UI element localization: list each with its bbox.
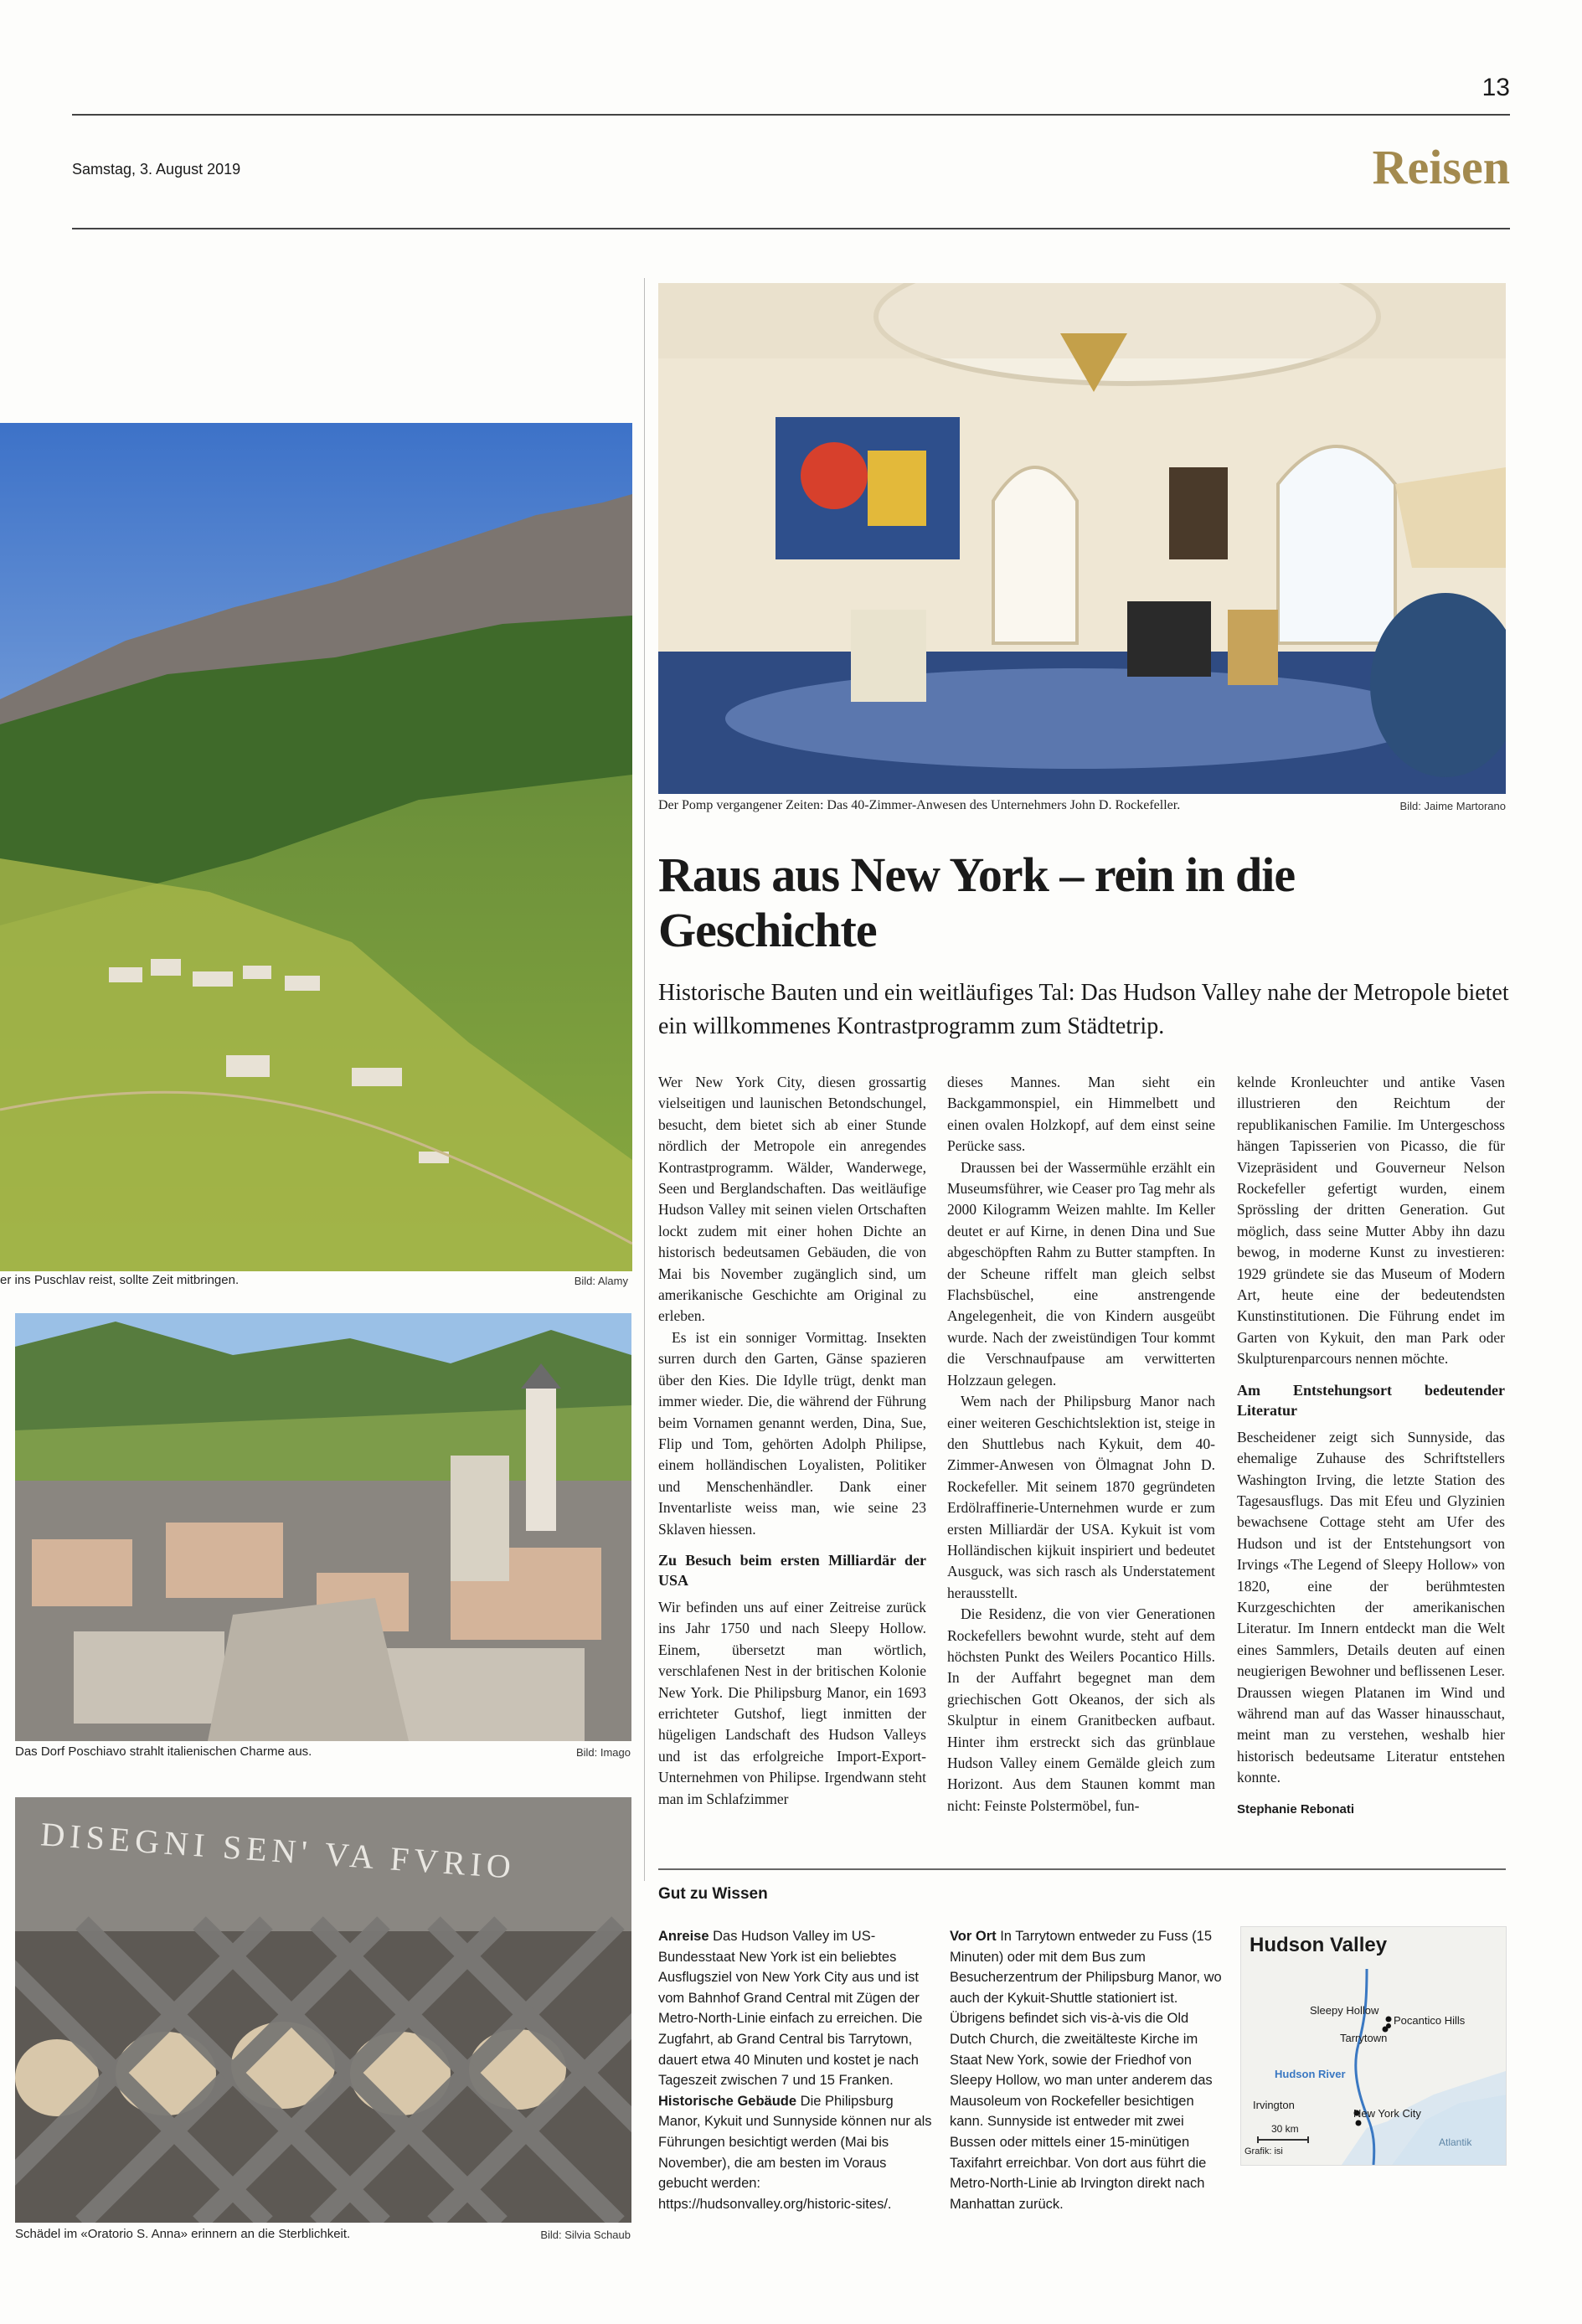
paragraph: Wir befinden uns auf einer Zeitreise zurück ins Jahr 1750 und nach Sleepy Hollow. Einem, übersetzt man wörtlich, verschlafenen Nest in der britischen Kolonie New York. Die Philipsburg Manor, ein 1693 errichteter Gutshof, liegt inmitten der hügeligen Landschaft des Hudson Valleys und ist das erfolgreiche Import-Export-Unternehmen von Philipse. Irgendwann steht man im Schlafzimmer bbox=[658, 1598, 926, 1807]
anreise-text: Das Hudson Valley im US-Bundesstaat New York ist ein beliebtes Ausflugsziel von New York City aus und ist vom Bahnhof Grand Central mit Zügen der Metro-North-Linie einfach zu erreichen. Die Zugfahrt, ab Grand Central bis Tarrytown, dauert etwa 40 Minuten und kostet je nach Tageszeit zwischen 7 und 15 Franken. bbox=[658, 1929, 923, 2089]
skulls-photo bbox=[15, 1797, 631, 2223]
subheading: Zu Besuch beim ersten Milliardär der USA bbox=[658, 1551, 926, 1589]
valley-illustration bbox=[0, 423, 632, 1271]
paragraph: Wer New York City, diesen grossartig vielseitigen und launischen Betondschungel, besucht, dem bietet sich ab einer Stunde nördlich der Metropole ein anregendes Kontrastprogramm. Wälder, Wanderwege, Seen und Berglandschaften. Das weitläufige Hudson Valley mit seinen vielen Ortschaften lockt zudem mit einer hohen Dichte an historisch bedeutsamen Gebäuden, die von Mai bis November zugänglich sind, um amerikanische Geschichte am Original zu erleben. bbox=[658, 1074, 926, 1325]
skulls-caption: Schädel im «Oratorio S. Anna» erinnern an die Sterblichkeit. bbox=[15, 2227, 351, 2241]
paragraph: Die Residenz, die von vier Generationen Rockefellers bewohnt wurde, steht auf dem höchsten Punkt des Weilers Pocantico Hills. In der Auffahrt begegnet man dem griechischen Gott Okeanos, der sich als Skulptur in einem Granitbecken aufbaut. Hinter ihm erstreckt sich das grünblaue Hudson Valley einem Gemälde gleich zum Horizont. Aus dem Staunen kommt man nicht: Feinste Polstermöbel, fun- bbox=[947, 1605, 1215, 1814]
body-column-1 bbox=[658, 1072, 926, 1810]
paragraph: Draussen bei der Wassermühle erzählt ein Museumsführer, wie Ceaser pro Tag mehr als 2000 Kilogramm Weizen mahlte. Im Keller deutet er auf Kirne, in denen Dina und Sue abgeschöpften Rahm zu Butter stampften. In der Scheune riffelt man gleich selbst Flachsbüschel, eine anstrengende Angelegenheit, die von Kindern ausgeübt wurde. Nach der zweistündigen Tour kommt die Verschnaufpause am verwitterten Holzzaun gelegen. bbox=[947, 1158, 1215, 1389]
paragraph: kelnde Kronleuchter und antike Vasen illustrieren den Reichtum der republikanischen Familie. Im Untergeschoss hängen Tapisserien von Picasso, die für Vizepräsident und Gouverneur Nelson Rockefeller gefertigt wurden, einem Sprössling der dritten Generation. Gut möglich, dass seine Mutter Abby ihn dazu bewog, in moderne Kunst zu investieren: 1929 gründete sie das Museum of Modern Art, heute eine der bedeutendsten Kunstinstitutionen. Die Führung endet im Garten von Kykuit, den man Park oder Skulpturenparcours nennen möchte. bbox=[1237, 1074, 1505, 1368]
infobox-column-2 bbox=[950, 1926, 1226, 2214]
paragraph: dieses Mannes. Man sieht ein Backgammonspiel, ein Himmelbett und einen ovalen Holzkopf, auf dem einst seine Perücke sass. bbox=[947, 1074, 1215, 1155]
infobox-column-1 bbox=[658, 1926, 935, 2214]
skulls-inscription: DISEGNI SEN' VA FVRIO bbox=[39, 1815, 518, 1886]
body-column-3 bbox=[1237, 1072, 1505, 1820]
gebaeude-label: Historische Gebäude bbox=[658, 2093, 797, 2109]
map-scale: 30 km bbox=[1271, 2123, 1299, 2135]
poschiavo-photo bbox=[15, 1313, 631, 1741]
gebaeude-text: Die Philipsburg Manor, Kykuit und Sunnyside können nur als Führungen besichtigt werden (Mai bis November), die am besten im Voraus gebucht werden: https://hudsonvalley.org/historic-sites/. bbox=[658, 2093, 932, 2212]
mansion-credit: Bild: Jaime Martorano bbox=[1399, 800, 1506, 812]
map-label-nyc: New York City bbox=[1353, 2107, 1421, 2120]
article-lead: Historische Bauten und ein weitläufiges Tal: Das Hudson Valley nahe der Metropole bietet ein willkommenes Kontrastprogramm zum Städtetrip. bbox=[658, 980, 1509, 1039]
map-credit: Grafik: isi bbox=[1244, 2146, 1283, 2157]
paragraph: Bescheidener zeigt sich Sunnyside, das ehemalige Zuhause des Schriftstellers Washington Irving, die letzte Station des Tagesausflugs. Das mit Efeu und Glyzinien bewachsene Cottage steht am Ufer des Hudson und ist der Entstehungsort von Irvings «The Legend of Sleepy Hollow» von 1820, eine der berühmtesten Kurzgeschichten der amerikanischen Literatur. Im Innern entdeckt man die Welt eines Sammlers, Details deuten auf einen neugierigen Bewohner und beflissenen Leser. Draussen wiegen Platanen im Wind und während man auf das Wasser hinausschaut, meint man zu verstehen, weshalb hier historisch bedeutsame Literatur entstehen konnte. bbox=[1237, 1428, 1505, 1786]
author-byline: Stephanie Rebonati bbox=[1237, 1801, 1355, 1816]
subheading: Am Entstehungsort bedeutender Literatur bbox=[1237, 1381, 1505, 1419]
valley-caption: er ins Puschlav reist, sollte Zeit mitbringen. bbox=[0, 1273, 240, 1287]
vorort-text: In Tarrytown entweder zu Fuss (15 Minuten) oder mit dem Bus zum Besucherzentrum der Philipsburg Manor, wo auch der Kykuit-Shuttle stationiert ist. Übrigens befindet sich vis-à-vis die Old Dutch Church, die zweitälteste Kirche im Staat New York, sowie der Friedhof von Sleepy Hollow, wo man unter anderem das Mausoleum von Rockefeller besichtigen kann. Sunnyside ist entweder mit zwei Bussen oder mittels einer 15-minütigen Taxifahrt erreichbar. Von dort aus führt die Metro-North-Linie ab Irvington direkt nach Manhattan zurück. bbox=[950, 1929, 1222, 2212]
anreise-label: Anreise bbox=[658, 1929, 709, 1944]
map-label-hudson-river: Hudson River bbox=[1275, 2068, 1346, 2080]
map-label-sleepy-hollow: Sleepy Hollow bbox=[1310, 2004, 1379, 2017]
paragraph: Es ist ein sonniger Vormittag. Insekten surren durch den Garten, Gänse spazieren über den Kies. Die Idylle trügt, denkt man immer wieder. Die, die während der Führung beim Vornamen genannt werden, Dina, Sue, Flip und Tom, gehörten Adolph Philipse, einem holländischen Loyalisten, Politiker und Menschenhändler. Dank einer Inventarliste weiss man, wie seine 23 Sklaven hiessen. bbox=[658, 1328, 926, 1538]
mansion-illustration bbox=[658, 283, 1506, 794]
map-label-irvington: Irvington bbox=[1253, 2099, 1295, 2111]
poschiavo-illustration bbox=[15, 1313, 631, 1741]
map-label-tarrytown: Tarrytown bbox=[1340, 2032, 1388, 2044]
mansion-caption: Der Pomp vergangener Zeiten: Das 40-Zimmer-Anwesen des Unternehmers John D. Rockefeller. bbox=[658, 798, 1181, 812]
body-column-2 bbox=[947, 1072, 1215, 1816]
poschiavo-caption: Das Dorf Poschiavo strahlt italienischen Charme aus. bbox=[15, 1744, 312, 1759]
valley-credit: Bild: Alamy bbox=[574, 1275, 628, 1287]
poschiavo-credit: Bild: Imago bbox=[575, 1746, 631, 1759]
dateline: Samstag, 3. August 2019 bbox=[72, 161, 241, 178]
map-label-ocean: Atlantik bbox=[1439, 2136, 1472, 2148]
hudson-valley-map bbox=[1240, 1926, 1507, 2166]
page-number: 13 bbox=[1482, 74, 1510, 101]
mansion-photo bbox=[658, 283, 1506, 794]
infobox-title: Gut zu Wissen bbox=[658, 1885, 768, 1903]
section-title: Reisen bbox=[1372, 140, 1510, 194]
map-title: Hudson Valley bbox=[1250, 1934, 1388, 1956]
column-divider bbox=[644, 278, 645, 1881]
paragraph: Wem nach der Philipsburg Manor nach einer weiteren Geschichtslektion ist, steige in den Shuttlebus nach Kykuit, dem 40-Zimmer-Anwesen von Ölmagnat John D. Rockefeller. Mit seinem 1870 gegründeten Erdölraffinerie-Unternehmen wurde er zum ersten Milliardär der USA. Kykuit ist vom Holländischen kijkuit inspiriert und bedeutet Ausguck, was sich rasch als Understatement herausstellt. bbox=[947, 1393, 1215, 1601]
header-rule-bottom bbox=[72, 228, 1510, 229]
article-headline: Raus aus New York – rein in die Geschichte bbox=[658, 848, 1296, 957]
skulls-credit: Bild: Silvia Schaub bbox=[540, 2229, 631, 2241]
vorort-label: Vor Ort bbox=[950, 1929, 997, 1944]
infobox-rule bbox=[658, 1868, 1506, 1870]
valley-photo bbox=[0, 423, 632, 1271]
map-label-pocantico: Pocantico Hills bbox=[1394, 2014, 1466, 2027]
header-rule-top bbox=[72, 114, 1510, 116]
